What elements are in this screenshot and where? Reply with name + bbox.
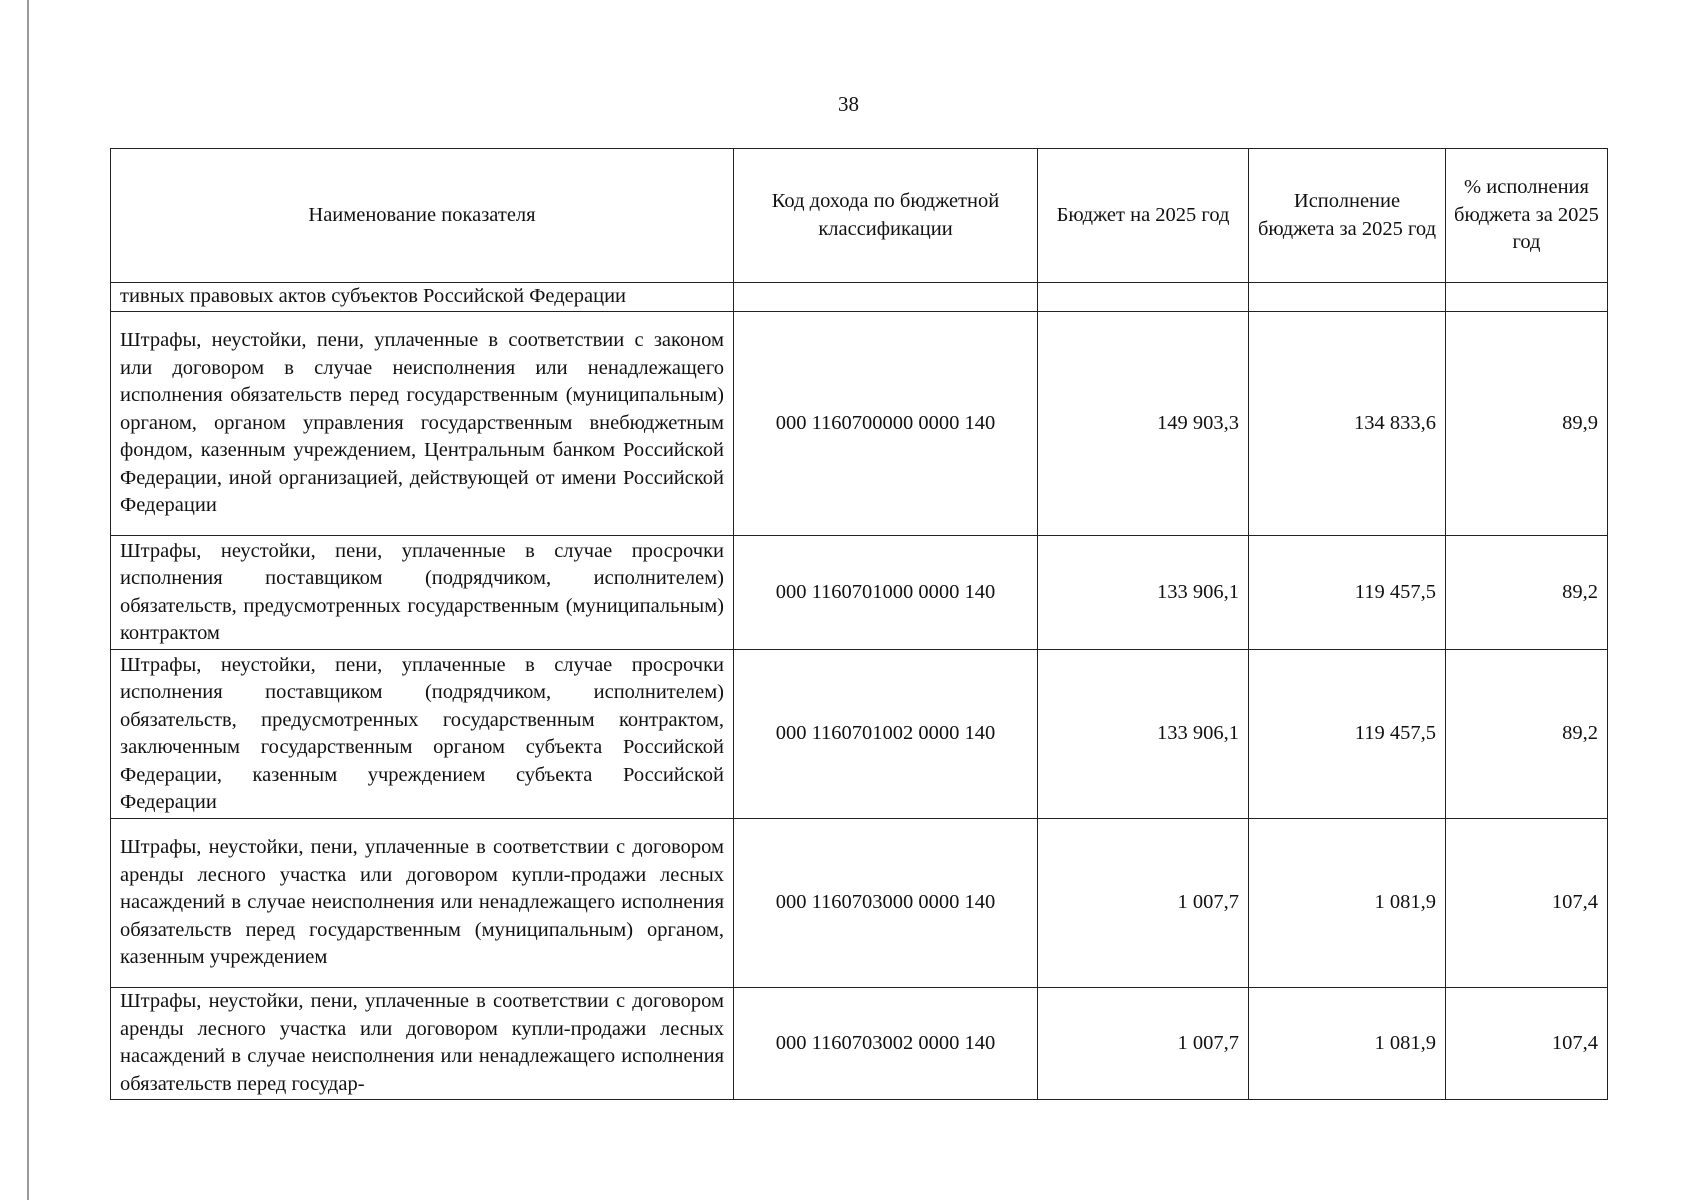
row-execution: 1 081,9 [1249, 819, 1446, 988]
row-name: Штрафы, неустойки, пени, уплаченные в соответствии с законом или договором в случае неисполнения или ненадлежащего исполнения обязательств перед государственным (муниципальным) органом, органом управления государственным внебюджетным фондом, казенным учреждением, Центральным банком Российской Федерации, иной организацией, действующей от имени Российской Федерации [111, 312, 734, 536]
table-header-row [111, 149, 1608, 283]
row-percent: 89,2 [1446, 650, 1608, 819]
row-code: 000 1160700000 0000 140 [734, 312, 1038, 536]
row-execution: 119 457,5 [1249, 650, 1446, 819]
header-code: Код дохода по бюджетной классификации [734, 149, 1038, 283]
header-percent: % исполнения бюджета за 2025 год [1446, 149, 1608, 283]
page-binding-line [27, 0, 29, 1200]
row-name: тивных правовых актов субъектов Российской Федерации [111, 283, 734, 312]
row-budget: 1 007,7 [1038, 819, 1249, 988]
row-execution [1249, 283, 1446, 312]
table-row [111, 819, 1608, 988]
row-code [734, 283, 1038, 312]
row-percent [1446, 283, 1608, 312]
table-row [111, 536, 1608, 650]
row-code: 000 1160701002 0000 140 [734, 650, 1038, 819]
row-execution: 1 081,9 [1249, 988, 1446, 1100]
row-percent: 89,9 [1446, 312, 1608, 536]
row-name: Штрафы, неустойки, пени, уплаченные в соответствии с договором аренды лесного участка или договором купли-продажи лесных насаждений в случае неисполнения или ненадлежащего исполнения обязательств перед государ- [111, 988, 734, 1100]
row-name: Штрафы, неустойки, пени, уплаченные в случае просрочки исполнения поставщиком (подрядчиком, исполнителем) обязательств, предусмотренных государственным контрактом, заключенным государственным органом субъекта Российской Федерации, казенным учреждением субъекта Российской Федерации [111, 650, 734, 819]
row-name: Штрафы, неустойки, пени, уплаченные в соответствии с договором аренды лесного участка или договором купли-продажи лесных насаждений в случае неисполнения или ненадлежащего исполнения обязательств перед государственным (муниципальным) органом, казенным учреждением [111, 819, 734, 988]
row-percent: 89,2 [1446, 536, 1608, 650]
row-code: 000 1160703002 0000 140 [734, 988, 1038, 1100]
table-row [111, 312, 1608, 536]
row-execution: 134 833,6 [1249, 312, 1446, 536]
row-code: 000 1160701000 0000 140 [734, 536, 1038, 650]
row-percent: 107,4 [1446, 819, 1608, 988]
row-budget: 133 906,1 [1038, 536, 1249, 650]
row-budget: 133 906,1 [1038, 650, 1249, 819]
row-budget [1038, 283, 1249, 312]
table-row [111, 988, 1608, 1100]
row-name: Штрафы, неустойки, пени, уплаченные в случае просрочки исполнения поставщиком (подрядчиком, исполнителем) обязательств, предусмотренных государственным (муниципальным) контрактом [111, 536, 734, 650]
table-row [111, 650, 1608, 819]
table-row [111, 283, 1608, 312]
header-budget: Бюджет на 2025 год [1038, 149, 1249, 283]
row-code: 000 1160703000 0000 140 [734, 819, 1038, 988]
row-execution: 119 457,5 [1249, 536, 1446, 650]
row-budget: 149 903,3 [1038, 312, 1249, 536]
budget-table [110, 148, 1608, 1100]
row-percent: 107,4 [1446, 988, 1608, 1100]
header-execution: Исполнение бюджета за 2025 год [1249, 149, 1446, 283]
row-budget: 1 007,7 [1038, 988, 1249, 1100]
page-number: 38 [838, 92, 859, 116]
header-name: Наименование показателя [111, 149, 734, 283]
